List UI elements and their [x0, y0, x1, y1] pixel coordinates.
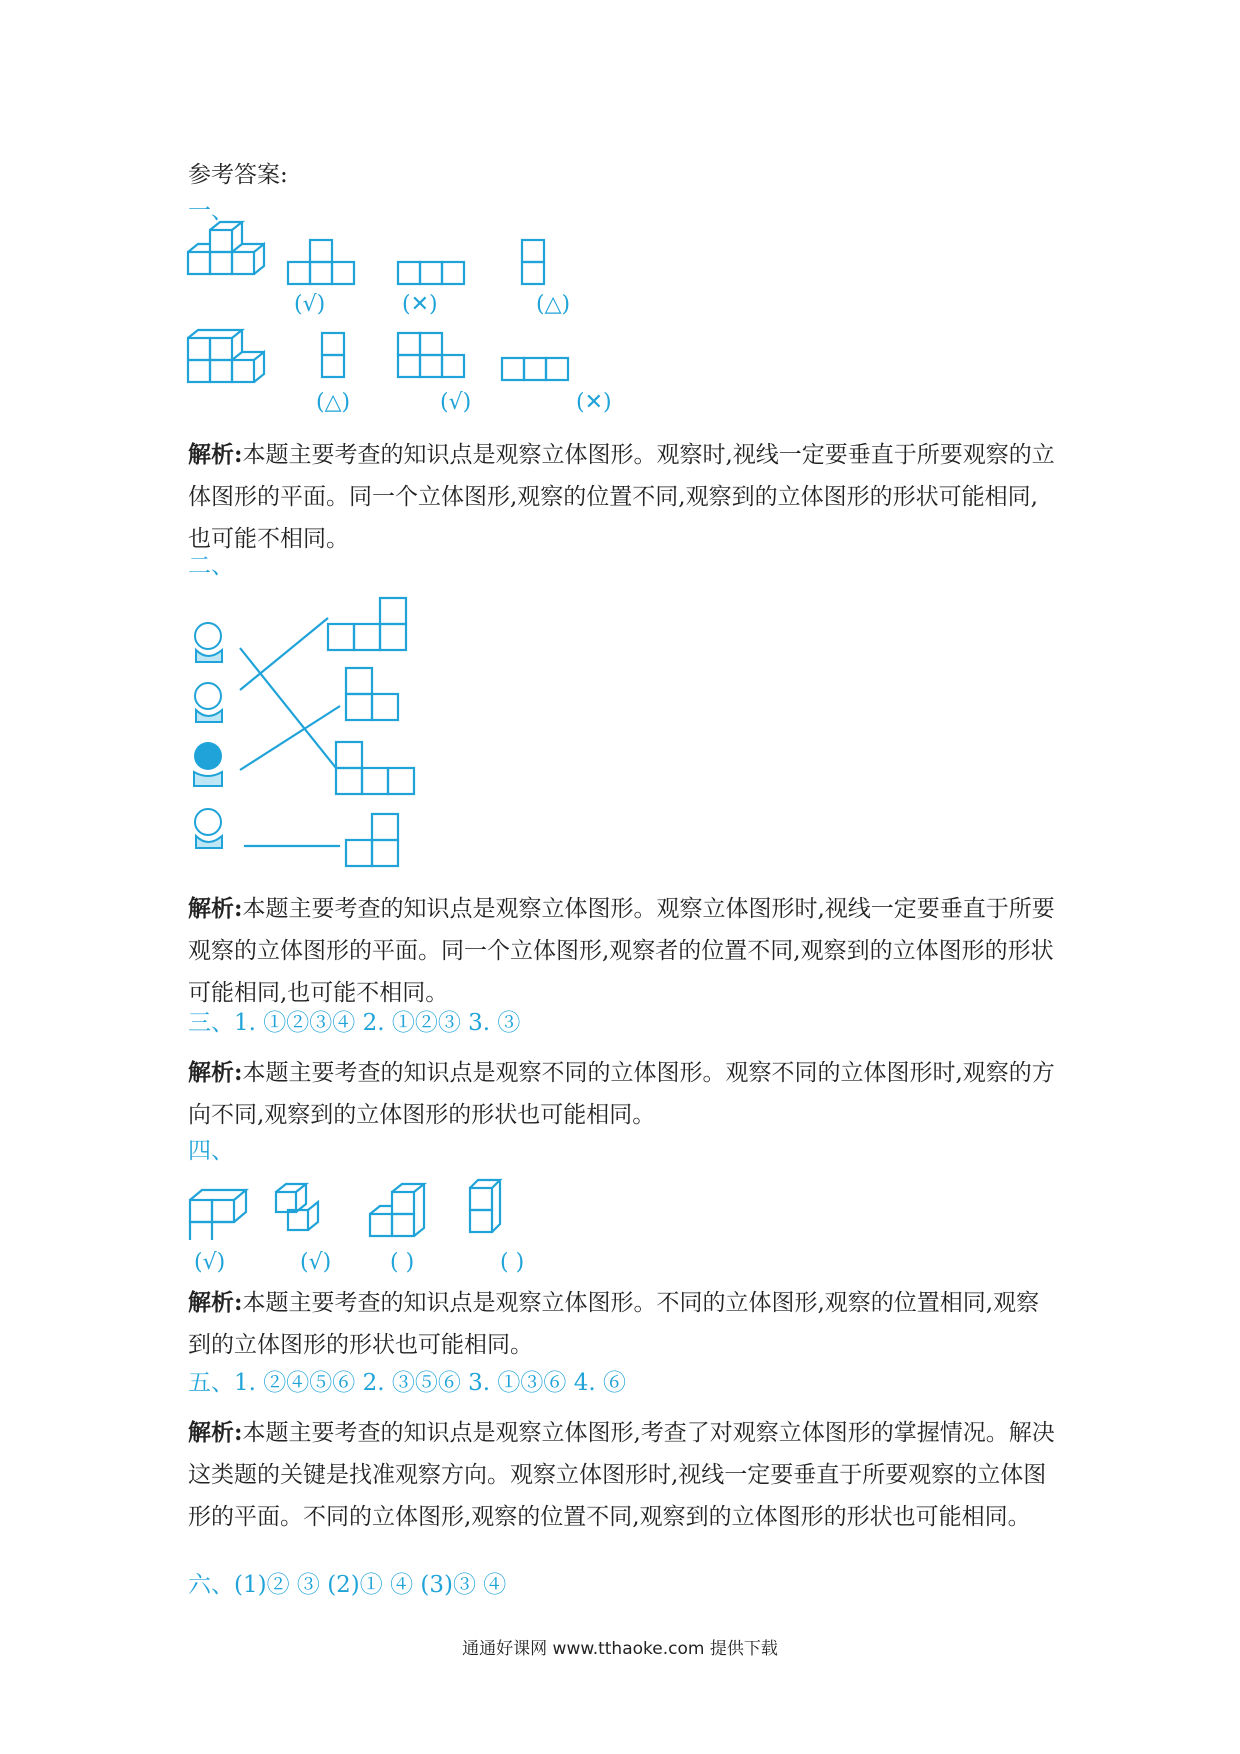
s4-figure-1 [190, 1190, 246, 1222]
analysis-text: 本题主要考查的知识点是观察不同的立体图形。观察不同的立体图形时,观察的方向不同,观察到的立体图形的形状也可能相同。 [188, 1060, 1055, 1128]
analysis-text: 本题主要考查的知识点是观察立体图形。观察立体图形时,视线一定要垂直于所要观察的立体图形的平面。同一个立体图形,观察者的位置不同,观察到的立体图形的形状可能相同,也可能不相同。 [188, 896, 1055, 1006]
s1-mark-6: (✕) [576, 390, 612, 415]
s1-mark-4: (△) [316, 390, 351, 415]
section-4-label: 四、 [188, 1138, 234, 1164]
s1-mark-2: (✕) [402, 292, 438, 317]
analysis-label: 解析: [188, 895, 243, 922]
analysis-label: 解析: [188, 441, 243, 468]
analysis-label: 解析: [188, 1059, 243, 1086]
analysis-text: 本题主要考查的知识点是观察立体图形。观察时,视线一定要垂直于所要观察的立体图形的平面。同一个立体图形,观察的位置不同,观察到的立体图形的形状可能相同,也可能不相同。 [188, 442, 1055, 552]
s4-analysis [188, 1282, 1058, 1366]
analysis-text: 本题主要考查的知识点是观察立体图形,考查了对观察立体图形的掌握情况。解决这类题的关键是找准观察方向。观察立体图形时,视线一定要垂直于所要观察的立体图形的平面。不同的立体图形,观察的位置不同,观察到的立体图形的形状也可能相同。 [188, 1420, 1055, 1530]
s1-mark-1: (√) [294, 292, 326, 317]
s4-figure-2 [276, 1184, 318, 1230]
section-2-label: 二、 [188, 553, 234, 579]
section-6-answer: 六、(1)② ③ (2)① ④ (3)③ ④ [188, 1572, 507, 1598]
section-5-answer: 五、1. ②④⑤⑥ 2. ③⑤⑥ 3. ①③⑥ 4. ⑥ [188, 1370, 626, 1396]
s4-figure-1b [190, 1222, 234, 1240]
s4-mark-3: ( ) [390, 1250, 415, 1275]
section-3-answer: 三、1. ①②③④ 2. ①②③ 3. ③ [188, 1010, 521, 1036]
s4-mark-1: (√) [194, 1250, 226, 1275]
analysis-label: 解析: [188, 1289, 243, 1316]
section-1-label: 一、 [188, 198, 234, 224]
analysis-text: 本题主要考查的知识点是观察立体图形。不同的立体图形,观察的位置相同,观察到的立体图形的形状也可能相同。 [188, 1290, 1040, 1358]
analysis-label: 解析: [188, 1419, 243, 1446]
s4-mark-4: ( ) [500, 1250, 525, 1275]
s4-figure-3 [370, 1184, 424, 1236]
s4-mark-2: (√) [300, 1250, 332, 1275]
s4-figure-4 [470, 1180, 500, 1232]
footer-text: 通通好课网 www.tthaoke.com 提供下载 [462, 1639, 778, 1659]
s5-analysis [188, 1412, 1058, 1538]
page-title: 参考答案: [188, 162, 288, 188]
s1-mark-3: (△) [536, 292, 571, 317]
s1-mark-5: (√) [440, 390, 472, 415]
